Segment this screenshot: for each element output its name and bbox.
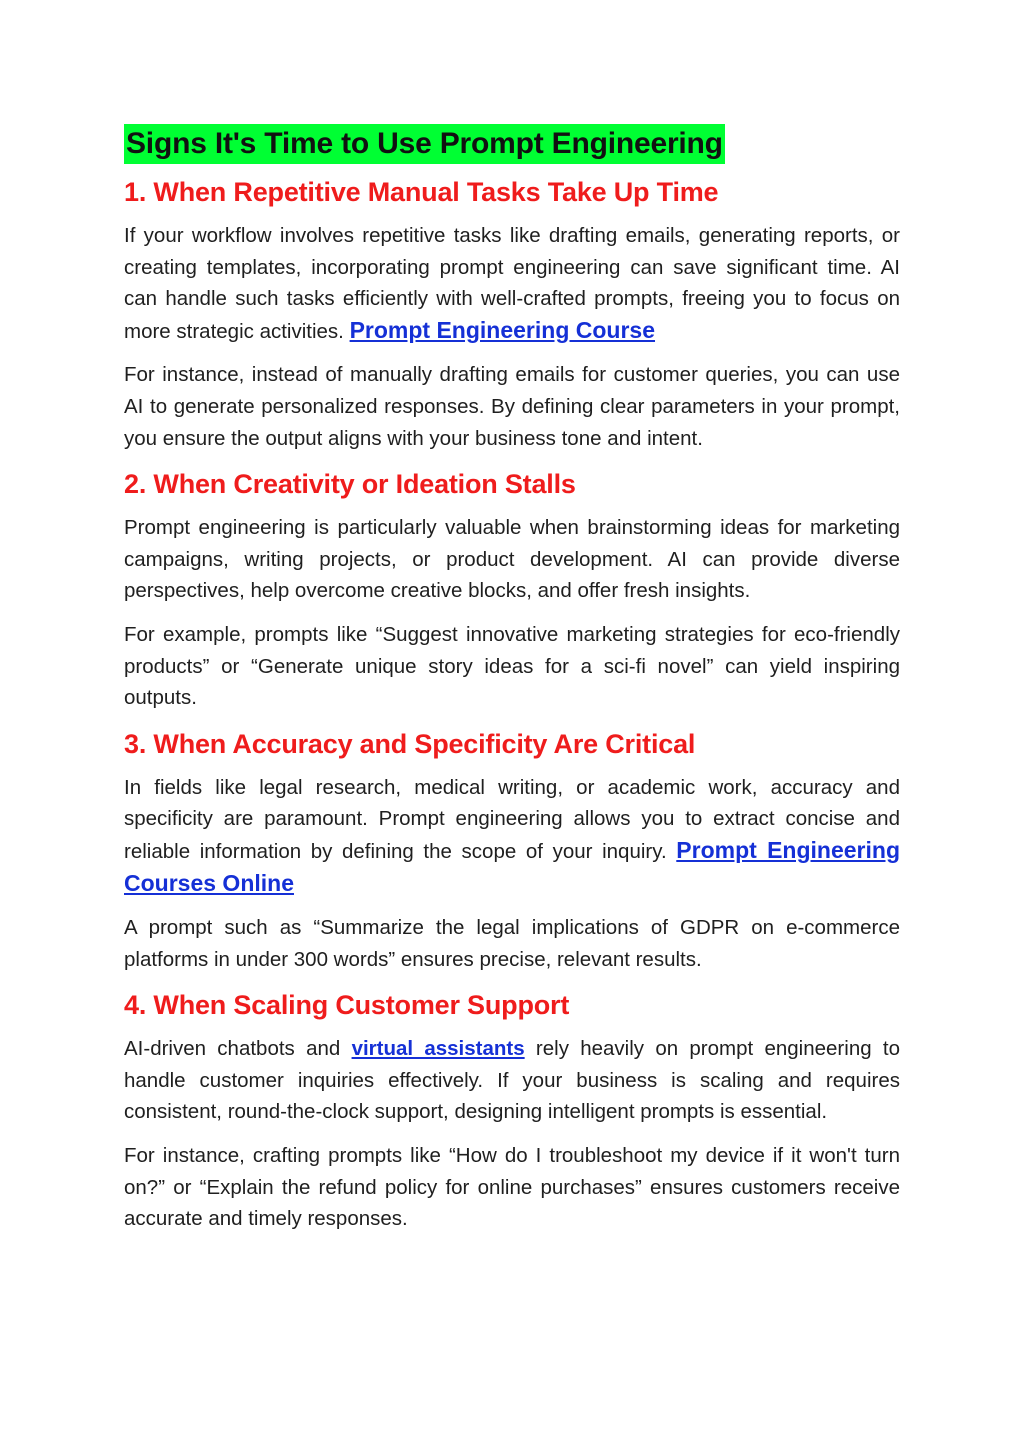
document-title [124,124,900,174]
section-2 [124,466,900,714]
section-heading: 1. When Repetitive Manual Tasks Take Up Time [124,177,719,207]
section-heading: 2. When Creativity or Ideation Stalls [124,469,576,500]
section-3 [124,726,900,976]
paragraph-text: AI-driven chatbots and [124,1037,341,1061]
paragraph: For example, prompts like “Suggest innovative marketing strategies for eco-friendly products” or “Generate unique story ideas for a sci-fi novel” can yield inspiring outputs. [124,622,900,710]
paragraph [124,1033,900,1128]
paragraph-text: rely heavily on prompt engineering to handle customer inquiries effectively. If your business is scaling and requires consistent, round-the-clock support, designing intelligent prompts is essential. [124,1037,900,1124]
paragraph: Prompt engineering is particularly valuable when brainstorming ideas for marketing campaigns, writing projects, or product development. AI can provide diverse perspectives, help overcome creative blocks, and offer fresh insights. [124,516,900,603]
paragraph-text: In fields like legal research, medical writing, or academic work, accuracy and specificity are paramount. Prompt engineering allows you to extract concise and reliable information by defining the scope of your inquiry. [124,775,900,863]
virtual-assistants-link[interactable]: virtual assistants [351,1037,525,1061]
highlighted-title: Signs It's Time to Use Prompt Engineering [124,124,725,164]
paragraph: A prompt such as “Summarize the legal implications of GDPR on e-commerce platforms in under 300 words” ensures precise, relevant results. [124,916,900,971]
paragraph-text: If your workflow involves repetitive tasks like drafting emails, generating reports, or creating templates, incorporating prompt engineering can save significant time. AI can handle such tasks efficiently with well-crafted prompts, freeing you to focus on more strategic activities. [124,224,900,343]
paragraph [124,220,900,347]
document-page [124,124,900,1247]
section-1 [124,174,900,454]
section-heading: 4. When Scaling Customer Support [124,990,570,1021]
paragraph [124,772,900,900]
paragraph: For instance, crafting prompts like “How do I troubleshoot my device if it won't turn on?” or “Explain the refund policy for online purchases” ensures customers receive accurate and timely responses. [124,1144,900,1231]
paragraph: For instance, instead of manually drafting emails for customer queries, you can use AI to generate personalized responses. By defining clear parameters in your prompt, you ensure the output aligns with your business tone and intent. [124,363,900,450]
prompt-engineering-course-link[interactable]: Prompt Engineering Course [349,316,656,343]
section-4 [124,987,900,1235]
prompt-engineering-courses-online-link[interactable]: Prompt Engineering Courses Online [124,836,900,896]
section-heading: 3. When Accuracy and Specificity Are Critical [124,728,696,759]
